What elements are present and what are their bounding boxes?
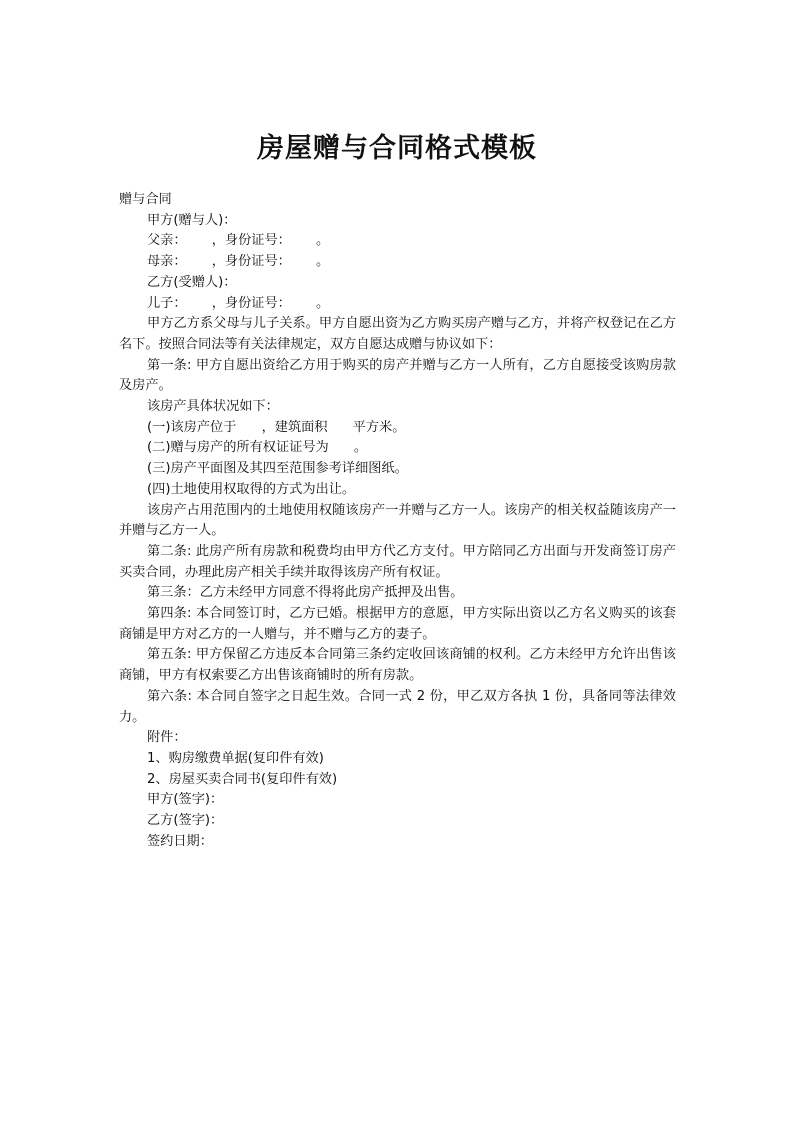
- article-5: 第五条: 甲方保留乙方违反本合同第三条约定收回该商铺的权利。乙方未经甲方允许出售该商铺，甲方有权索要乙方出售该商铺时的所有房款。: [119, 647, 676, 684]
- property-intro: 该房产具体状况如下：: [147, 399, 279, 415]
- intro-paragraph: 甲方乙方系父母与儿子关系。甲方自愿出资为乙方购买房产赠与乙方，并将产权登记在乙方名下。按照合同法等有关法律规定，双方自愿达成赠与协议如下：: [119, 316, 676, 352]
- property-item-1: (一)该房产位于 ，建筑面积 平方米。: [147, 419, 406, 435]
- party-b-label: 乙方(受赠人)：: [147, 274, 237, 290]
- attachment-2: 2、房屋买卖合同书(复印件有效): [147, 771, 338, 787]
- contract-heading: 赠与合同: [119, 192, 172, 207]
- article-4: 第四条: 本合同签订时，乙方已婚。根据甲方的意愿，甲方实际出资以乙方名义购买的该套商铺是甲方对乙方的一人赠与，并不赠与乙方的妻子。: [119, 606, 676, 642]
- article-6: 第六条: 本合同自签字之日起生效。合同一式 2 份，甲乙双方各执 1 份，具备同等法律效力。: [119, 688, 676, 725]
- attachment-1: 1、购房缴费单据(复印件有效): [147, 750, 324, 766]
- signing-date: 签约日期：: [147, 833, 213, 849]
- mother-line: 母亲： ，身份证号： 。: [147, 254, 330, 270]
- property-item-2: (二)赠与房产的所有权证证号为 。: [147, 440, 368, 456]
- father-line: 父亲： ，身份证号： 。: [147, 233, 330, 249]
- signature-party-a: 甲方(签字)：: [147, 792, 224, 808]
- son-line: 儿子： ，身份证号： 。: [147, 295, 330, 311]
- document-title: 房屋赠与合同格式模板: [257, 133, 537, 164]
- article-2: 第二条: 此房产所有房款和税费均由甲方代乙方支付。甲方陪同乙方出面与开发商签订房产买卖合同，办理此房产相关手续并取得该房产所有权证。: [119, 543, 676, 580]
- signature-party-b: 乙方(签字)：: [147, 813, 224, 829]
- property-item-3: (三)房产平面图及其四至范围参考详细图纸。: [147, 461, 408, 477]
- document-body: [119, 190, 676, 853]
- article-1: 第一条: 甲方自愿出资给乙方用于购买的房产并赠与乙方一人所有，乙方自愿接受该购房款及房产。: [119, 357, 676, 394]
- property-item-4: (四)土地使用权取得的方式为出让。: [147, 481, 356, 497]
- party-a-label: 甲方(赠与人)：: [147, 212, 237, 228]
- attachments-label: 附件：: [147, 730, 187, 746]
- land-clause: 该房产占用范围内的土地使用权随该房产一并赠与乙方一人。该房产的相关权益随该房产一并赠与乙方一人。: [119, 502, 676, 539]
- article-3: 第三条：乙方未经甲方同意不得将此房产抵押及出售。: [147, 585, 464, 601]
